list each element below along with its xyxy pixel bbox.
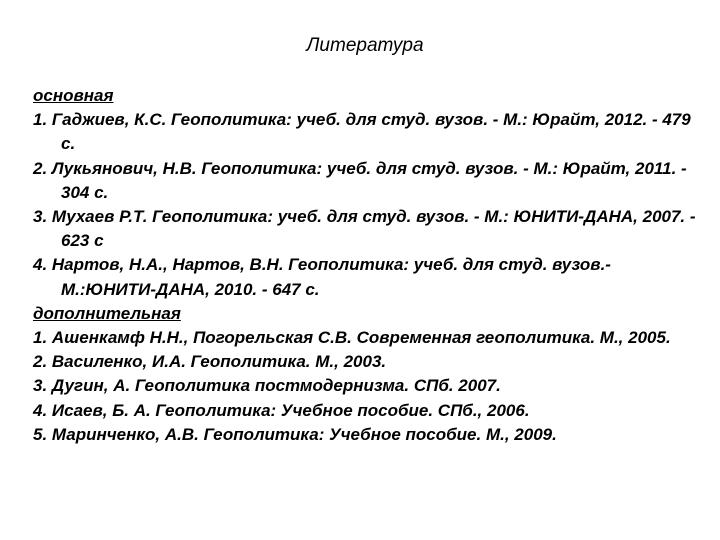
bibliography-entry: 5. Маринченко, А.В. Геополитика: Учебное пособие. М., 2009.	[33, 424, 557, 444]
bibliography-entry: 3. Дугин, А. Геополитика постмодернизма. СПб. 2007.	[33, 376, 501, 396]
page-title: Литература	[306, 35, 424, 56]
section-label-additional: дополнительная	[33, 303, 181, 323]
bibliography-entry: 2. Лукьянович, Н.В. Геополитика: учеб. для студ. вузов. - М.: Юрайт, 2011. - 304 с.	[33, 158, 687, 202]
bibliography-entry: 4. Исаев, Б. А. Геополитика: Учебное пособие. СПб., 2006.	[33, 400, 530, 420]
bibliography-entry: 2. Василенко, И.А. Геополитика. М., 2003.	[33, 352, 387, 372]
section-label-main: основная	[33, 86, 114, 105]
bibliography-entry: 3. Мухаев Р.Т. Геополитика: учеб. для студ. вузов. - М.: ЮНИТИ-ДАНА, 2007. - 623 с	[33, 207, 696, 251]
bibliography	[33, 84, 705, 447]
bibliography-entry: 1. Ашенкамф Н.Н., Погорельская С.В. Современная геополитика. М., 2005.	[33, 328, 671, 348]
bibliography-entry: 4. Нартов, Н.А., Нартов, В.Н. Геополитика: учеб. для студ. вузов.- М.:ЮНИТИ-ДАНА, 2010. - 647 с.	[33, 255, 611, 299]
bibliography-entry: 1. Гаджиев, К.С. Геополитика: учеб. для студ. вузов. - М.: Юрайт, 2012. - 479 с.	[33, 110, 691, 154]
